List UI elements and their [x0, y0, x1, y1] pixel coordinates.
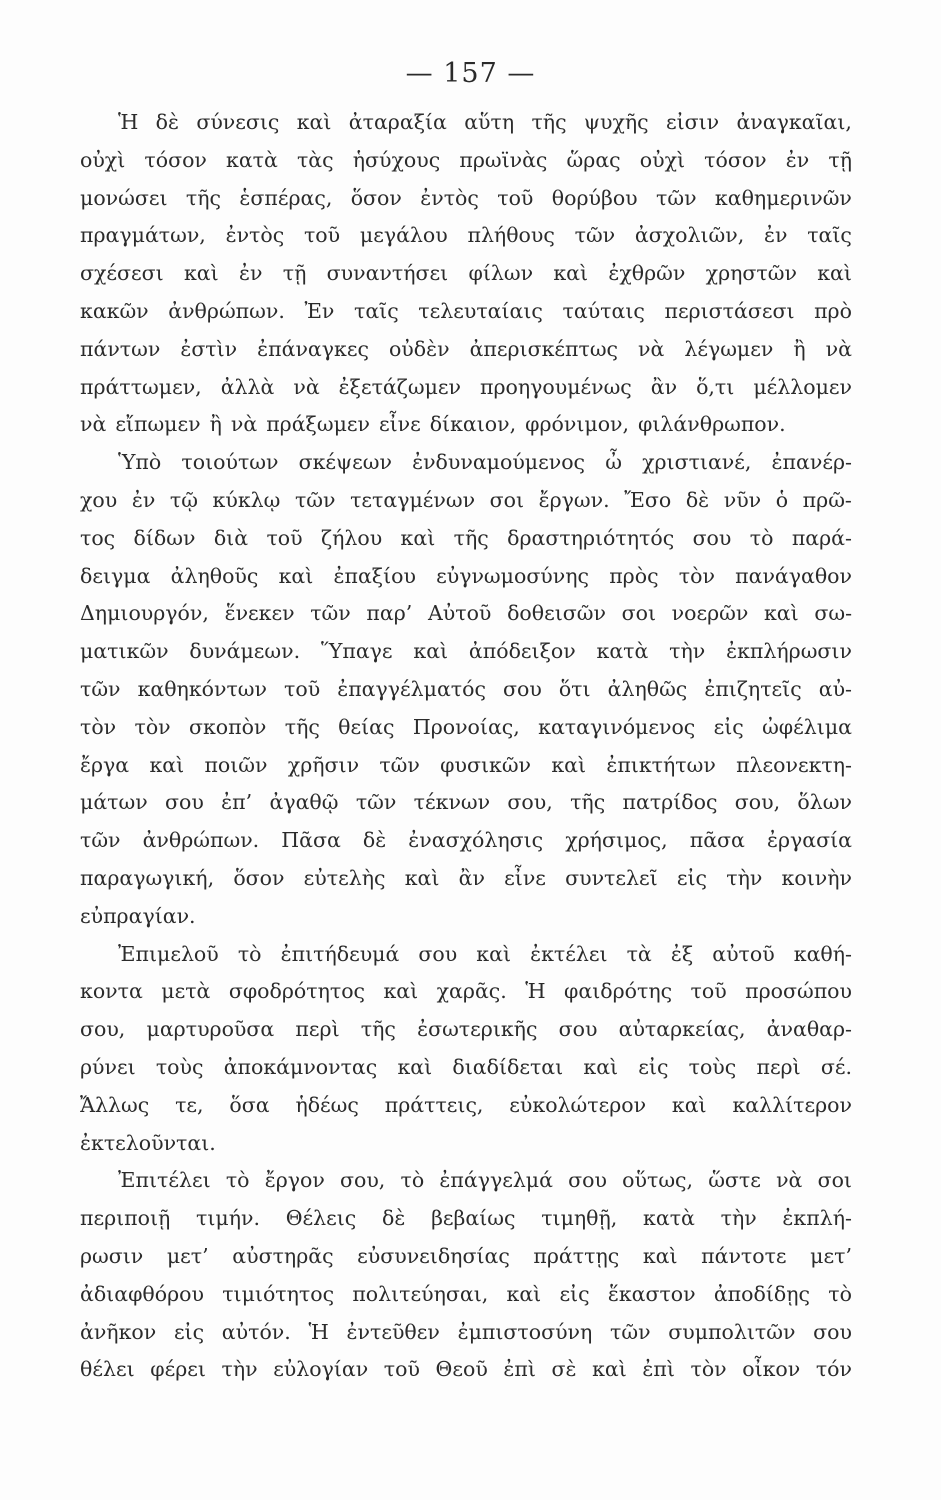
- text-line: θέλει φέρει τὴν εὐλογίαν τοῦ Θεοῦ ἐπὶ σὲ καὶ ἐπὶ τὸν οἶκον τόν: [80, 1357, 852, 1382]
- text-line: ἐκτελοῦνται.: [80, 1130, 216, 1155]
- page-number: — 157 —: [405, 58, 536, 89]
- text-line: πράττωμεν, ἀλλὰ νὰ ἐξετάζωμεν προηγουμένως ἂν ὅ,τι μέλλομεν: [80, 374, 852, 399]
- text-line: χου ἐν τῷ κύκλῳ τῶν τεταγμένων σοι ἔργων. Ἔσο δὲ νῦν ὁ πρῶ-: [80, 487, 852, 512]
- text-line: κοντα μετὰ σφοδρότητος καὶ χαρᾶς. Ἡ φαιδρότης τοῦ προσώπου: [80, 979, 852, 1004]
- text-line: τος δίδων διὰ τοῦ ζήλου καὶ τῆς δραστηριότητός σου τὸ παρά-: [80, 525, 852, 550]
- text-line: τῶν καθηκόντων τοῦ ἐπαγγέλματός σου ὅτι ἀληθῶς ἐπιζητεῖς αὐ-: [80, 676, 852, 701]
- text-line: Ὑπὸ τοιούτων σκέψεων ἐνδυναμούμενος ὦ χριστιανέ, ἐπανέρ-: [118, 450, 852, 475]
- text-line: Ἐπιμελοῦ τὸ ἐπιτήδευμά σου καὶ ἐκτέλει τὰ ἐξ αὐτοῦ καθή-: [118, 941, 852, 966]
- text-line: τὸν τὸν σκοπὸν τῆς θείας Προνοίας, καταγινόμενος εἰς ὠφέλιμα: [80, 714, 852, 739]
- text-line: ρωσιν μετ’ αὐστηρᾶς εὐσυνειδησίας πράττῃς καὶ πάντοτε μετ’: [80, 1243, 852, 1268]
- text-line: μονώσει τῆς ἑσπέρας, ὅσον ἐντὸς τοῦ θορύβου τῶν καθημερινῶν: [80, 185, 852, 210]
- text-line: ἔργα καὶ ποιῶν χρῆσιν τῶν φυσικῶν καὶ ἐπικτήτων πλεονεκτη-: [80, 752, 852, 777]
- text-line: σχέσεσι καὶ ἐν τῇ συναντήσει φίλων καὶ ἐχθρῶν χρηστῶν καὶ: [80, 261, 852, 286]
- text-line: δειγμα ἀληθοῦς καὶ ἐπαξίου εὐγνωμοσύνης πρὸς τὸν πανάγαθον: [80, 563, 852, 588]
- text-line: ματικῶν δυνάμεων. Ὕπαγε καὶ ἀπόδειξον κατὰ τὴν ἐκπλήρωσιν: [80, 639, 852, 664]
- text-line: εὐπραγίαν.: [80, 903, 196, 928]
- text-line: πραγμάτων, ἐντὸς τοῦ μεγάλου πλήθους τῶν ἀσχολιῶν, ἐν ταῖς: [80, 223, 852, 248]
- text-line: ρύνει τοὺς ἀποκάμνοντας καὶ διαδίδεται καὶ εἰς τοὺς περὶ σέ.: [80, 1054, 852, 1079]
- text-line: ἀνῆκον εἰς αὐτόν. Ἡ ἐντεῦθεν ἐμπιστοσύνη τῶν συμπολιτῶν σου: [80, 1319, 852, 1344]
- text-line: Ἡ δὲ σύνεσις καὶ ἀταραξία αὕτη τῆς ψυχῆς εἰσιν ἀναγκαῖαι,: [118, 110, 852, 134]
- text-line: ἀδιαφθόρου τιμιότητος πολιτεύησαι, καὶ εἰς ἕκαστον ἀποδίδῃς τὸ: [80, 1281, 852, 1306]
- text-line: μάτων σου ἐπ’ ἀγαθῷ τῶν τέκνων σου, τῆς πατρίδος σου, ὅλων: [80, 790, 852, 815]
- text-line: Ἐπιτέλει τὸ ἔργον σου, τὸ ἐπάγγελμά σου οὕτως, ὥστε νὰ σοι: [118, 1168, 852, 1193]
- body-text: [80, 104, 852, 1389]
- text-line: Ἄλλως τε, ὅσα ἡδέως πράττεις, εὐκολώτερον καὶ καλλίτερον: [80, 1092, 852, 1117]
- text-line: παραγωγική, ὅσον εὐτελὴς καὶ ἂν εἶνε συντελεῖ εἰς τὴν κοινὴν: [80, 865, 852, 890]
- text-line: περιποιῇ τιμήν. Θέλεις δὲ βεβαίως τιμηθῇ, κατὰ τὴν ἐκπλή-: [80, 1206, 852, 1231]
- text-line: σου, μαρτυροῦσα περὶ τῆς ἐσωτερικῆς σου αὐταρκείας, ἀναθαρ-: [80, 1017, 852, 1042]
- text-line: οὐχὶ τόσον κατὰ τὰς ἡσύχους πρωϊνὰς ὥρας οὐχὶ τόσον ἐν τῇ: [80, 147, 852, 172]
- text-line: Δημιουργόν, ἕνεκεν τῶν παρ’ Αὐτοῦ δοθεισῶν σοι νοερῶν καὶ σω-: [80, 601, 852, 626]
- text-line: τῶν ἀνθρώπων. Πᾶσα δὲ ἐνασχόλησις χρήσιμος, πᾶσα ἐργασία: [80, 828, 852, 853]
- text-line: νὰ εἴπωμεν ἢ νὰ πράξωμεν εἶνε δίκαιον, φρόνιμον, φιλάνθρωπον.: [80, 412, 786, 437]
- text-line: κακῶν ἀνθρώπων. Ἐν ταῖς τελευταίαις ταύταις περιστάσεσι πρὸ: [80, 298, 852, 323]
- text-line: πάντων ἐστὶν ἐπάναγκες οὐδὲν ἀπερισκέπτως νὰ λέγωμεν ἢ νὰ: [80, 336, 852, 361]
